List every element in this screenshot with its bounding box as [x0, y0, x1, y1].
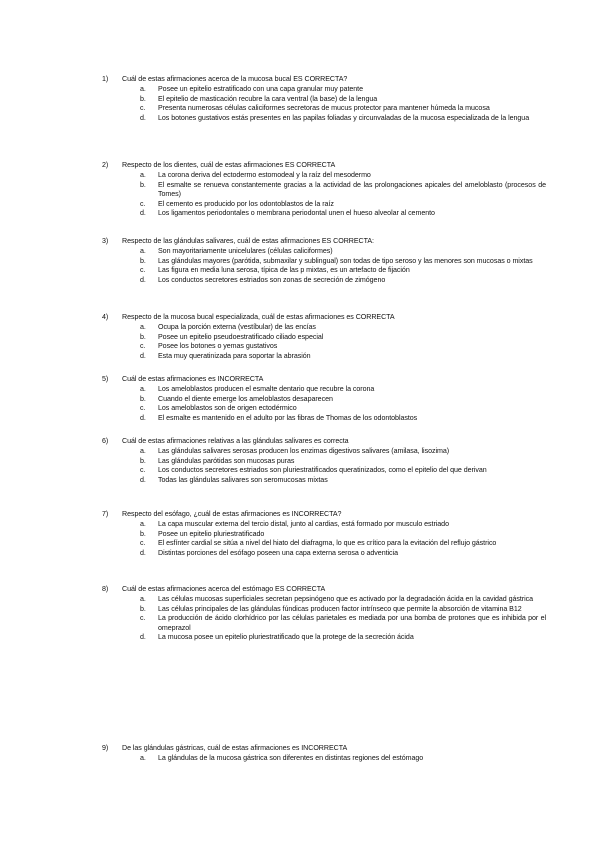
option-letter: c. — [140, 614, 146, 622]
question-number: 1) — [102, 75, 109, 83]
option-letter: c. — [140, 466, 146, 474]
question-number: 5) — [102, 375, 109, 383]
option-text: La capa muscular externa del tercio distal, junto al cardias, está formado por musculo estriado — [158, 520, 449, 528]
answer-options — [140, 85, 546, 123]
option-text: Distintas porciones del esófago poseen una capa externa serosa o adventicia — [158, 548, 398, 557]
option-text: La mucosa posee un epitelio pluriestratificado que la protege de la secreción ácida — [158, 633, 414, 641]
option-text: La corona deriva del ectodermo estomodeal y la raíz del mesodermo — [158, 171, 371, 179]
option-letter: b. — [140, 180, 146, 189]
option-text: La producción de ácido clorhídrico por las células parietales es mediada por una bomba de protones que es inhibida por el omeprazol — [158, 614, 546, 632]
option-text: Posee un epitelio estratificado con una capa granular muy patente — [158, 85, 363, 93]
answer-option — [140, 549, 546, 559]
answer-option — [140, 614, 546, 633]
option-letter: a. — [140, 85, 146, 93]
question-text: Cuál de estas afirmaciones acerca del estómago ES CORRECTA — [122, 585, 326, 593]
answer-option — [140, 333, 546, 343]
question-7 — [102, 510, 546, 558]
question-line — [102, 510, 546, 520]
question-6 — [102, 437, 546, 485]
option-text: Todas las glándulas salivares son seromucosas mixtas — [158, 475, 328, 484]
answer-option — [140, 85, 546, 95]
question-text: De las glándulas gástricas, cuál de estas afirmaciones es INCORRECTA — [122, 744, 348, 752]
question-line — [102, 375, 546, 385]
option-text: Ocupa la porción externa (vestíbular) de las encías — [158, 323, 316, 331]
answer-option — [140, 114, 546, 124]
option-letter: d. — [140, 475, 146, 484]
option-letter: c. — [140, 342, 146, 350]
answer-options — [140, 595, 546, 643]
option-letter: d. — [140, 633, 146, 641]
answer-option — [140, 247, 546, 257]
option-letter: a. — [140, 520, 146, 528]
answer-option — [140, 323, 546, 333]
question-line — [102, 744, 546, 754]
question-number: 3) — [102, 237, 109, 245]
question-line — [102, 437, 546, 447]
answer-option — [140, 257, 546, 267]
question-3 — [102, 237, 546, 285]
question-number: 8) — [102, 585, 109, 593]
option-letter: d. — [140, 113, 146, 122]
question-9 — [102, 744, 546, 764]
option-letter: d. — [140, 351, 146, 360]
option-text: Los ameloblastos producen el esmalte dentario que recubre la corona — [158, 385, 375, 393]
question-text: Respecto de la mucosa bucal especializada, cuál de estas afirmaciones es CORRECTA — [122, 313, 395, 321]
answer-options — [140, 520, 546, 558]
question-line — [102, 585, 546, 595]
option-text: Las figura en media luna serosa, típica de las p mixtas, es un artefacto de fijación — [158, 266, 410, 274]
option-letter: a. — [140, 595, 146, 603]
option-letter: c. — [140, 539, 146, 547]
option-text: Son mayoritariamente unicelulares (células caliciformes) — [158, 247, 333, 255]
option-letter: c. — [140, 404, 146, 412]
question-line — [102, 313, 546, 323]
option-letter: b. — [140, 94, 146, 103]
option-letter: a. — [140, 447, 146, 455]
option-text: Las glándulas salivares serosas producen los enzimas digestivos salivares (amilasa, lisozima) — [158, 447, 450, 455]
question-1 — [102, 75, 546, 123]
answer-option — [140, 633, 546, 643]
question-text: Cuál de estas afirmaciones relativas a las glándulas salivares es correcta — [122, 437, 349, 445]
question-number: 6) — [102, 437, 109, 445]
answer-option — [140, 414, 546, 424]
answer-option — [140, 754, 546, 764]
question-line — [102, 237, 546, 247]
question-line — [102, 161, 546, 171]
answer-option — [140, 404, 546, 414]
answer-option — [140, 595, 546, 605]
option-letter: a. — [140, 323, 146, 331]
option-text: Los conductos secretores estriados son pluriestratificados queratinizados, como el epitelio del que derivan — [158, 466, 487, 474]
option-letter: b. — [140, 604, 146, 613]
answer-option — [140, 466, 546, 476]
answer-option — [140, 266, 546, 276]
option-text: El epitelio de masticación recubre la cara ventral (la base) de la lengua — [158, 94, 378, 103]
option-text: El esmalte es mantenido en el adulto por las fibras de Thomas de los odontoblastos — [158, 413, 418, 422]
answer-option — [140, 276, 546, 286]
option-text: Las glándulas mayores (parótida, submaxilar y sublingual) son todas de tipo seroso y las menores son mucosas o mixtas — [158, 256, 533, 265]
option-text: La glándulas de la mucosa gástrica son diferentes en distintas regiones del estómago — [158, 754, 424, 762]
answer-option — [140, 95, 546, 105]
answer-option — [140, 539, 546, 549]
option-letter: d. — [140, 275, 146, 284]
option-text: El esfínter cardial se sitúa a nivel del hiato del diafragma, lo que es crítico para la evitación del reflujo gástrico — [158, 539, 497, 547]
option-letter: b. — [140, 529, 146, 538]
question-5 — [102, 375, 546, 423]
option-letter: a. — [140, 754, 146, 762]
answer-option — [140, 104, 546, 114]
option-letter: b. — [140, 256, 146, 265]
option-text: Los conductos secretores estriados son zonas de secreción de zimógeno — [158, 275, 386, 284]
option-text: Posee un epitelio pseudoestratificado ciliado especial — [158, 332, 324, 341]
answer-option — [140, 476, 546, 486]
option-letter: a. — [140, 171, 146, 179]
option-letter: d. — [140, 209, 146, 217]
option-letter: b. — [140, 394, 146, 403]
answer-option — [140, 395, 546, 405]
question-text: Respecto de las glándulas salivares, cuál de estas afirmaciones ES CORRECTA: — [122, 237, 374, 245]
answer-option — [140, 605, 546, 615]
answer-options — [140, 171, 546, 219]
option-text: Esta muy queratinizada para soportar la abrasión — [158, 351, 311, 360]
answer-option — [140, 209, 546, 219]
option-text: Los ligamentos periodontales o membrana periodontal unen el hueso alveolar al cemento — [158, 209, 435, 217]
answer-options — [140, 323, 546, 361]
option-text: Presenta numerosas células caliciformes secretoras de mucus protector para mantener húmeda la mucosa — [158, 104, 490, 112]
answer-option — [140, 181, 546, 200]
option-letter: d. — [140, 548, 146, 557]
option-text: Los ameloblastos son de origen ectodérmico — [158, 404, 297, 412]
answer-option — [140, 520, 546, 530]
answer-options — [140, 385, 546, 423]
question-text: Respecto de los dientes, cuál de estas afirmaciones ES CORRECTA — [122, 161, 336, 169]
answer-option — [140, 342, 546, 352]
question-2 — [102, 161, 546, 219]
answer-option — [140, 530, 546, 540]
question-8 — [102, 585, 546, 643]
answer-option — [140, 352, 546, 362]
option-letter: c. — [140, 104, 146, 112]
option-text: Las células principales de las glándulas fúndicas producen factor intrínseco que permite la absorción de vitamina B12 — [158, 604, 522, 613]
question-number: 9) — [102, 744, 109, 752]
question-number: 7) — [102, 510, 109, 518]
question-text: Respecto del esófago, ¿cuál de estas afirmaciones es INCORRECTA? — [122, 510, 342, 518]
answer-option — [140, 200, 546, 210]
answer-options — [140, 447, 546, 485]
question-number: 4) — [102, 313, 109, 321]
question-number: 2) — [102, 161, 109, 169]
answer-option — [140, 457, 546, 467]
question-line — [102, 75, 546, 85]
option-letter: a. — [140, 385, 146, 393]
answer-options — [140, 247, 546, 285]
option-letter: d. — [140, 413, 146, 422]
option-letter: b. — [140, 332, 146, 341]
option-text: Posee un epitelio pluriestratificado — [158, 529, 265, 538]
option-text: Las células mucosas superficiales secretan pepsinógeno que es activado por la degradación ácida en la cavidad gástrica — [158, 595, 534, 603]
option-letter: c. — [140, 266, 146, 274]
option-text: El cemento es producido por los odontoblastos de la raíz — [158, 199, 334, 208]
answer-option — [140, 385, 546, 395]
option-text: Las glándulas parótidas son mucosas puras — [158, 456, 295, 465]
answer-option — [140, 171, 546, 181]
question-4 — [102, 313, 546, 361]
option-text: Posee los botones o yemas gustativos — [158, 342, 278, 350]
option-text: Los botones gustativos estás presentes en las papilas foliadas y circunvaladas de la mucosa especializada de la lengua — [158, 113, 530, 122]
option-letter: b. — [140, 456, 146, 465]
question-text: Cuál de estas afirmaciones acerca de la mucosa bucal ES CORRECTA? — [122, 75, 348, 83]
option-letter: c. — [140, 199, 146, 208]
option-letter: a. — [140, 247, 146, 255]
question-text: Cuál de estas afirmaciones es INCORRECTA — [122, 375, 264, 383]
option-text: Cuando el diente emerge los ameloblastos desaparecen — [158, 394, 333, 403]
answer-options — [140, 754, 546, 764]
answer-option — [140, 447, 546, 457]
option-text: El esmalte se renueva constantemente gracias a la actividad de las prolongaciones apicales del ameloblasto (procesos de Tomes) — [158, 180, 546, 198]
